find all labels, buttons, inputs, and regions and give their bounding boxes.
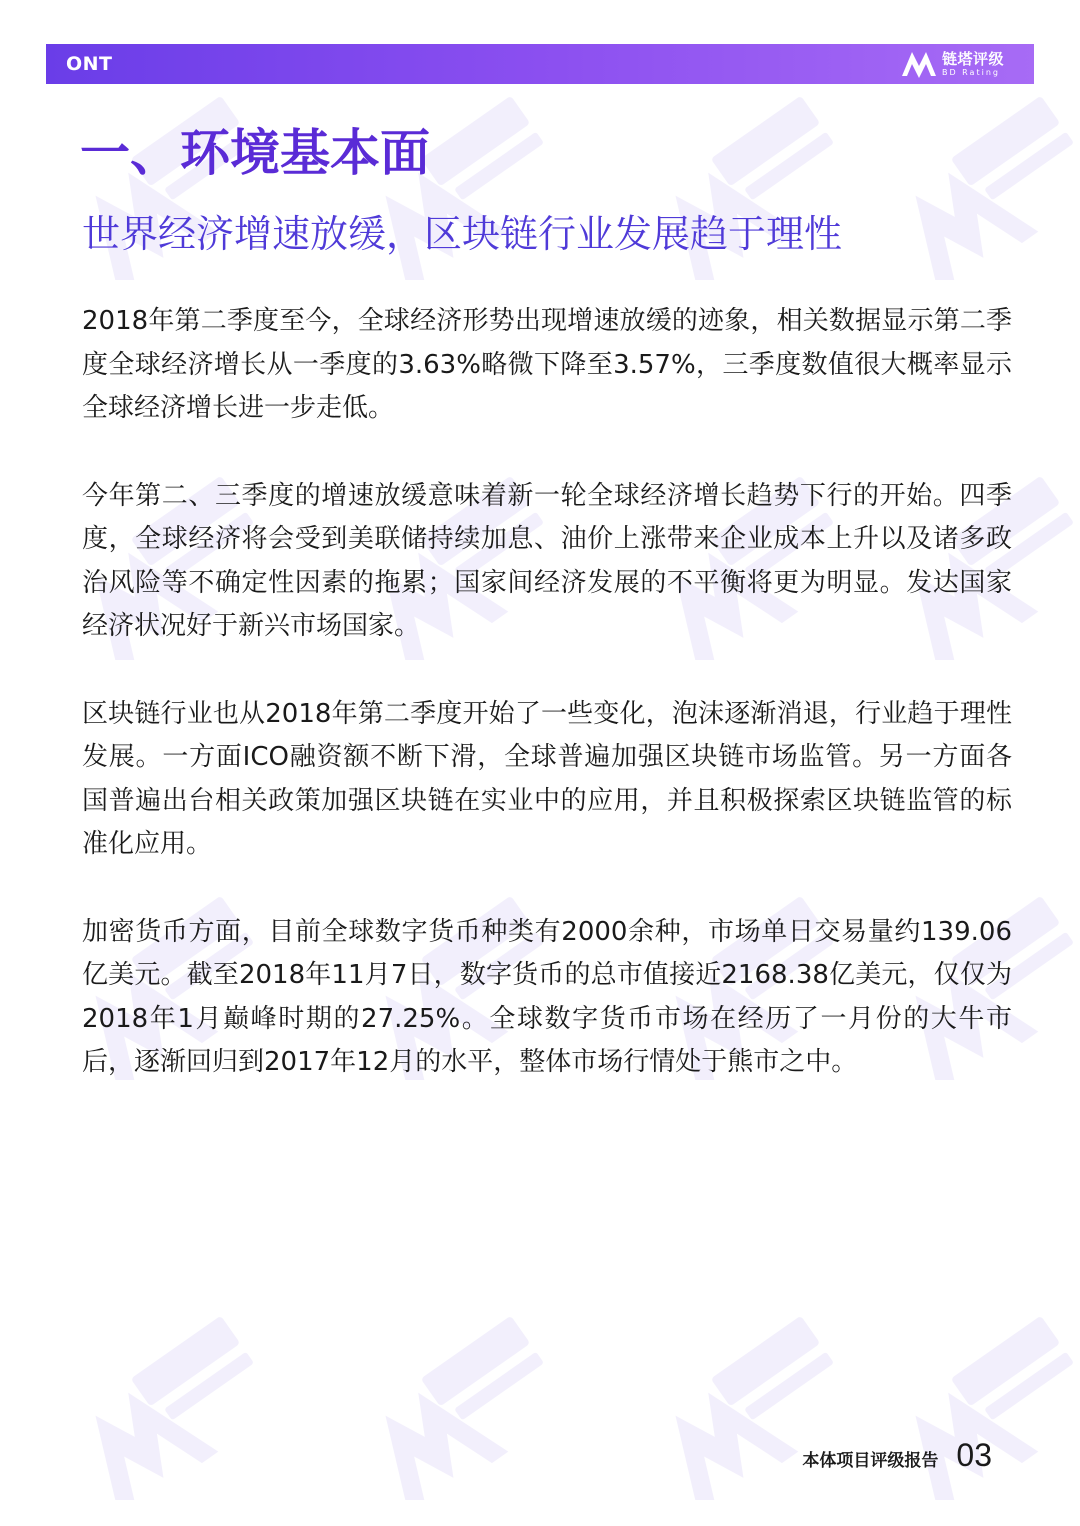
page-number: 03 — [956, 1437, 992, 1473]
paragraph: 加密货币方面，目前全球数字货币种类有2000余种，市场单日交易量约139.06亿美元。截至2018年11月7日，数字货币的总市值接近2168.38亿美元，仅仅为2018年1月巅峰时期的27.25%。全球数字货币市场在经历了一月份的大牛市后，逐渐回归到2017年12月的水平，整体市场行情处于熊市之中。 — [82, 916, 1012, 1077]
paragraph: 区块链行业也从2018年第二季度开始了一些变化，泡沫逐渐消退，行业趋于理性发展。一方面ICO融资额不断下滑，全球普遍加强区块链市场监管。另一方面各国普遍出台相关政策加强区块链在实业中的应用，并且积极探索区块链监管的标准化应用。 — [82, 698, 1012, 859]
footer — [802, 1437, 992, 1474]
paragraph: 2018年第二季度至今，全球经济形势出现增速放缓的迹象，相关数据显示第二季度全球经济增长从一季度的3.63%略微下降至3.57%，三季度数值很大概率显示全球经济增长进一步走低。 — [82, 306, 1012, 423]
section-subtitle: 世界经济增速放缓，区块链行业发展趋于理性 — [82, 212, 843, 256]
report-label: 本体项目评级报告 — [802, 1451, 939, 1471]
watermark-icon — [860, 80, 1080, 280]
bd-rating-logo-icon — [900, 50, 938, 78]
paragraph: 今年第二、三季度的增速放缓意味着新一轮全球经济增长趋势下行的开始。四季度，全球经济将会受到美联储持续加息、油价上涨带来企业成本上升以及诸多政治风险等不确定性因素的拖累；国家间经济发展的不平衡将更为明显。发达国家经济状况好于新兴市场国家。 — [82, 480, 1012, 641]
project-code: ONT — [66, 53, 113, 75]
body-text — [82, 300, 1012, 1129]
watermark-icon — [330, 1300, 590, 1500]
watermark-logo — [860, 80, 1080, 280]
watermark-logo — [40, 1300, 300, 1500]
watermark-icon — [40, 1300, 300, 1500]
logo-sub: BD Rating — [941, 67, 1000, 77]
brand-logo — [900, 48, 1004, 80]
header-bar — [46, 44, 1034, 84]
logo-name: 链塔评级 — [941, 49, 1004, 68]
section-title: 一、环境基本面 — [80, 124, 430, 182]
watermark-logo — [330, 1300, 590, 1500]
